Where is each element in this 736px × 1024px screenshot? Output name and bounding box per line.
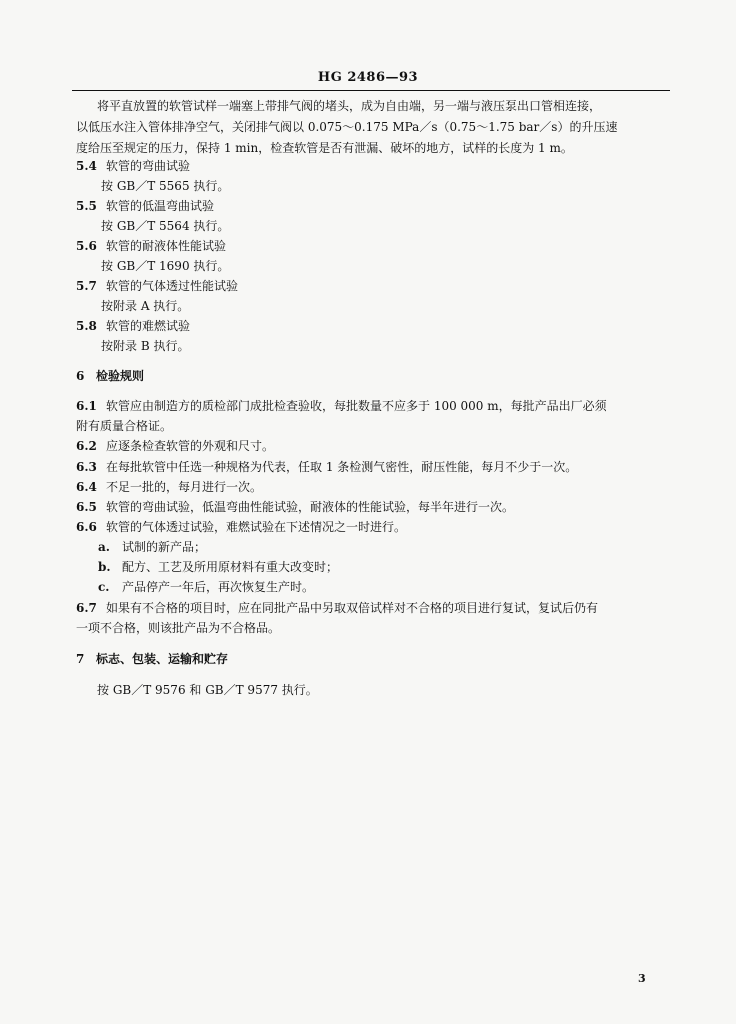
- section-number: 5.6: [76, 239, 97, 253]
- section-5-7-body: 按附录 A 执行。: [101, 299, 190, 313]
- section-title: 软管的气体透过性能试验: [106, 279, 239, 293]
- section-6-7-line-2: 一项不合格，则该批产品为不合格品。: [76, 621, 281, 635]
- section-number: 6.3: [76, 460, 97, 474]
- section-title: 软管的低温弯曲试验: [106, 199, 215, 213]
- section-text: 不足一批的，每月进行一次。: [106, 480, 263, 494]
- section-6-2: [76, 438, 274, 454]
- intro-line-3: 度给压至规定的压力，保持 1 min，检查软管是否有泄漏、破坏的地方，试样的长度为 1 m。: [76, 141, 573, 155]
- list-text: 产品停产一年后，再次恢复生产时。: [122, 580, 315, 594]
- section-number: 6.6: [76, 520, 97, 534]
- section-text: 应逐条检查软管的外观和尺寸。: [106, 439, 275, 453]
- section-text: 软管的气体透过试验，难燃试验在下述情况之一时进行。: [106, 520, 407, 534]
- list-text: 配方、工艺及所用原材料有重大改变时；: [122, 560, 339, 574]
- section-number: 6.4: [76, 480, 97, 494]
- chapter-7-body: 按 GB／T 9576 和 GB／T 9577 执行。: [97, 683, 318, 697]
- list-label: a.: [98, 540, 110, 554]
- section-text: 软管的弯曲试验，低温弯曲性能试验，耐液体的性能试验，每半年进行一次。: [106, 500, 515, 514]
- section-text: 如果有不合格的项目时，应在同批产品中另取双倍试样对不合格的项目进行复试，复试后仍有: [106, 601, 599, 615]
- standard-number-header: HG 2486—93: [317, 70, 419, 85]
- chapter-7-heading: [76, 651, 228, 667]
- section-5-5-body: 按 GB／T 5564 执行。: [101, 219, 230, 233]
- list-item-c: [98, 579, 314, 595]
- section-number: 6.7: [76, 601, 97, 615]
- header-rule: [72, 90, 670, 91]
- intro-line-2: 以低压水注入管体排净空气，关闭排气阀以 0.075～0.175 MPa／s（0.75～1.75 bar／s）的升压速: [76, 120, 618, 134]
- list-label: c.: [98, 580, 110, 594]
- list-item-a: [98, 539, 206, 555]
- section-6-3: [76, 459, 577, 475]
- section-number: 5.5: [76, 199, 97, 213]
- list-label: b.: [98, 560, 111, 574]
- section-number: 6.1: [76, 399, 97, 413]
- section-6-7-line-1: [76, 600, 598, 616]
- section-6-1-line-2: 附有质量合格证。: [76, 419, 173, 433]
- chapter-6-heading: [76, 368, 144, 384]
- list-item-b: [98, 559, 338, 575]
- section-title: 软管的弯曲试验: [106, 159, 191, 173]
- section-5-4-body: 按 GB／T 5565 执行。: [101, 179, 230, 193]
- section-5-4-heading: [76, 158, 190, 174]
- chapter-number: 7: [76, 652, 85, 666]
- page-number: 3: [638, 972, 646, 985]
- section-5-7-heading: [76, 278, 238, 294]
- chapter-title: 检验规则: [96, 369, 145, 383]
- section-6-6: [76, 519, 406, 535]
- section-text: 在每批软管中任选一种规格为代表，任取 1 条检测气密性，耐压性能，每月不少于一次。: [106, 460, 578, 474]
- list-text: 试制的新产品；: [122, 540, 207, 554]
- section-5-8-heading: [76, 318, 190, 334]
- section-5-6-body: 按 GB／T 1690 执行。: [101, 259, 230, 273]
- section-title: 软管的难燃试验: [106, 319, 191, 333]
- section-number: 5.8: [76, 319, 97, 333]
- section-number: 6.5: [76, 500, 97, 514]
- section-6-5: [76, 499, 514, 515]
- chapter-number: 6: [76, 369, 85, 383]
- section-number: 5.7: [76, 279, 97, 293]
- section-title: 软管的耐液体性能试验: [106, 239, 227, 253]
- intro-line-1: 将平直放置的软管试样一端塞上带排气阀的堵头，成为自由端，另一端与液压泵出口管相连接，: [97, 99, 602, 113]
- section-number: 5.4: [76, 159, 97, 173]
- section-number: 6.2: [76, 439, 97, 453]
- section-6-1-line-1: [76, 398, 607, 414]
- section-5-5-heading: [76, 198, 214, 214]
- section-6-4: [76, 479, 262, 495]
- chapter-title: 标志、包装、运输和贮存: [96, 652, 229, 666]
- section-text: 软管应由制造方的质检部门成批检查验收，每批数量不应多于 100 000 m，每批产品出厂必须: [106, 399, 607, 413]
- section-5-8-body: 按附录 B 执行。: [101, 339, 190, 353]
- section-5-6-heading: [76, 238, 226, 254]
